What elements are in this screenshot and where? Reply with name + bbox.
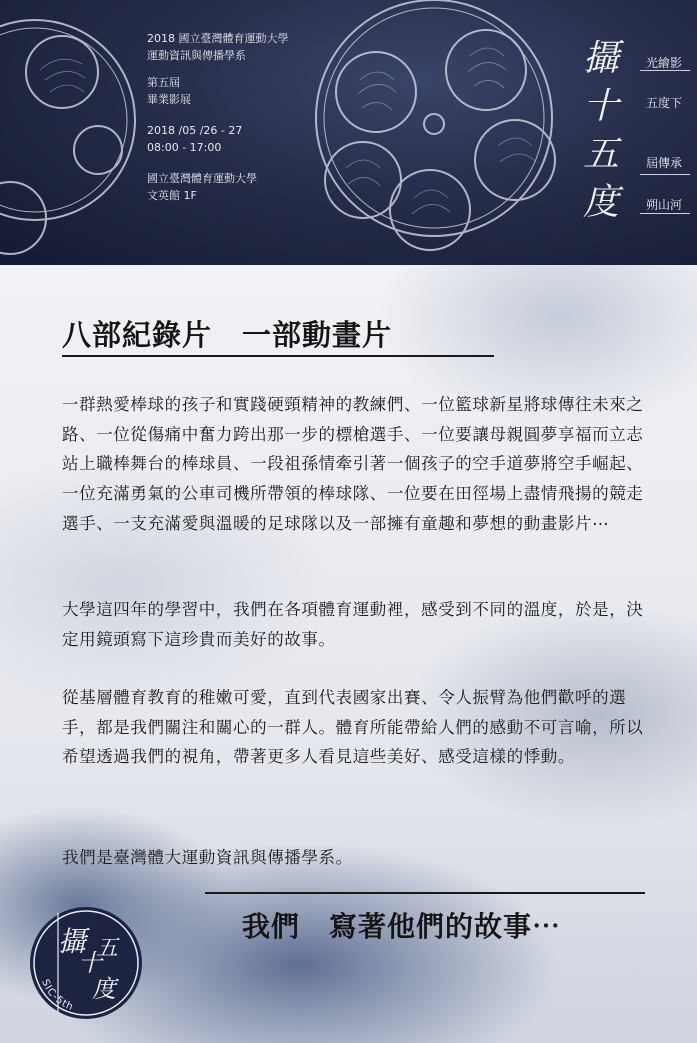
logo-char: 五	[96, 936, 119, 961]
title-char: 十	[582, 86, 619, 127]
logo-ring-text: SIC-5th	[39, 977, 76, 1014]
motivation-paragraph: 大學這四年的學習中，我們在各項體育運動裡，感受到不同的溫度，於是，決定用鏡頭寫下這珍貴而美好的故事。	[62, 600, 644, 649]
tagline-divider	[205, 892, 645, 894]
logo-emblem	[28, 905, 144, 1021]
focus-paragraph: 從基層體育教育的稚嫩可愛，直到代表國家出賽、令人振臂為他們歡呼的選手，都是我們關注和關心的一群人。體育所能帶給人們的感動不可言喻，所以希望透過我們的視角，帶著更多人看見這些美好、感受這樣的悸動。	[62, 688, 644, 767]
hall-label: 文英館 1F	[147, 189, 197, 202]
credit-item: 五度下	[646, 96, 683, 110]
logo-char: 十	[78, 949, 102, 977]
intro-paragraph: 一群熱愛棒球的孩子和實踐硬頸精神的教練們、一位籃球新星將球傳往未來之路、一位從傷痛中奮力跨出那一步的標槍選手、一位要讓母親圓夢享福而立志站上職棒舞台的棒球員、一段祖孫情牽引著一個孩子的空手道夢將空手崛起、一位充滿勇氣的公車司機所帶領的棒球隊、一位要在田徑場上盡情飛揚的競走選手、一支充滿愛與溫暖的足球隊以及一部擁有童趣和夢想的動畫影片⋯	[62, 395, 644, 533]
event-info	[147, 30, 289, 204]
credit-divider	[640, 213, 690, 214]
credit-item: 朔山河	[646, 198, 683, 212]
credit-item: 屆傳承	[646, 156, 683, 170]
logo	[28, 905, 144, 1025]
page-headline: 八部紀錄片 一部動畫片	[62, 318, 393, 352]
header-banner	[0, 0, 697, 265]
credit-item: 光繪影	[646, 56, 683, 70]
department-label: 運動資訊與傳播學系	[147, 49, 246, 62]
logo-char: 度	[92, 975, 116, 1003]
department-paragraph: 我們是臺灣體大運動資訊與傳播學系。	[62, 848, 353, 867]
title-char: 攝	[582, 38, 619, 79]
edition-label: 第五屆	[147, 76, 180, 89]
event-label: 畢業影展	[147, 93, 191, 106]
venue-label: 國立臺灣體育運動大學	[147, 172, 257, 185]
event-dates: 2018 /05 /26 - 27	[147, 124, 243, 137]
event-hours: 08:00 - 17:00	[147, 141, 222, 154]
main-content	[0, 265, 697, 1043]
title-char: 五	[582, 134, 619, 175]
university-label: 2018 國立臺灣體育運動大學	[147, 32, 289, 45]
title-char: 度	[582, 182, 619, 223]
tagline: 我們 寫著他們的故事⋯	[242, 910, 562, 943]
credit-divider	[640, 70, 690, 71]
logo-char: 攝	[58, 925, 87, 958]
credit-divider	[640, 174, 690, 175]
headline-divider	[62, 355, 494, 357]
vertical-title	[578, 34, 624, 226]
